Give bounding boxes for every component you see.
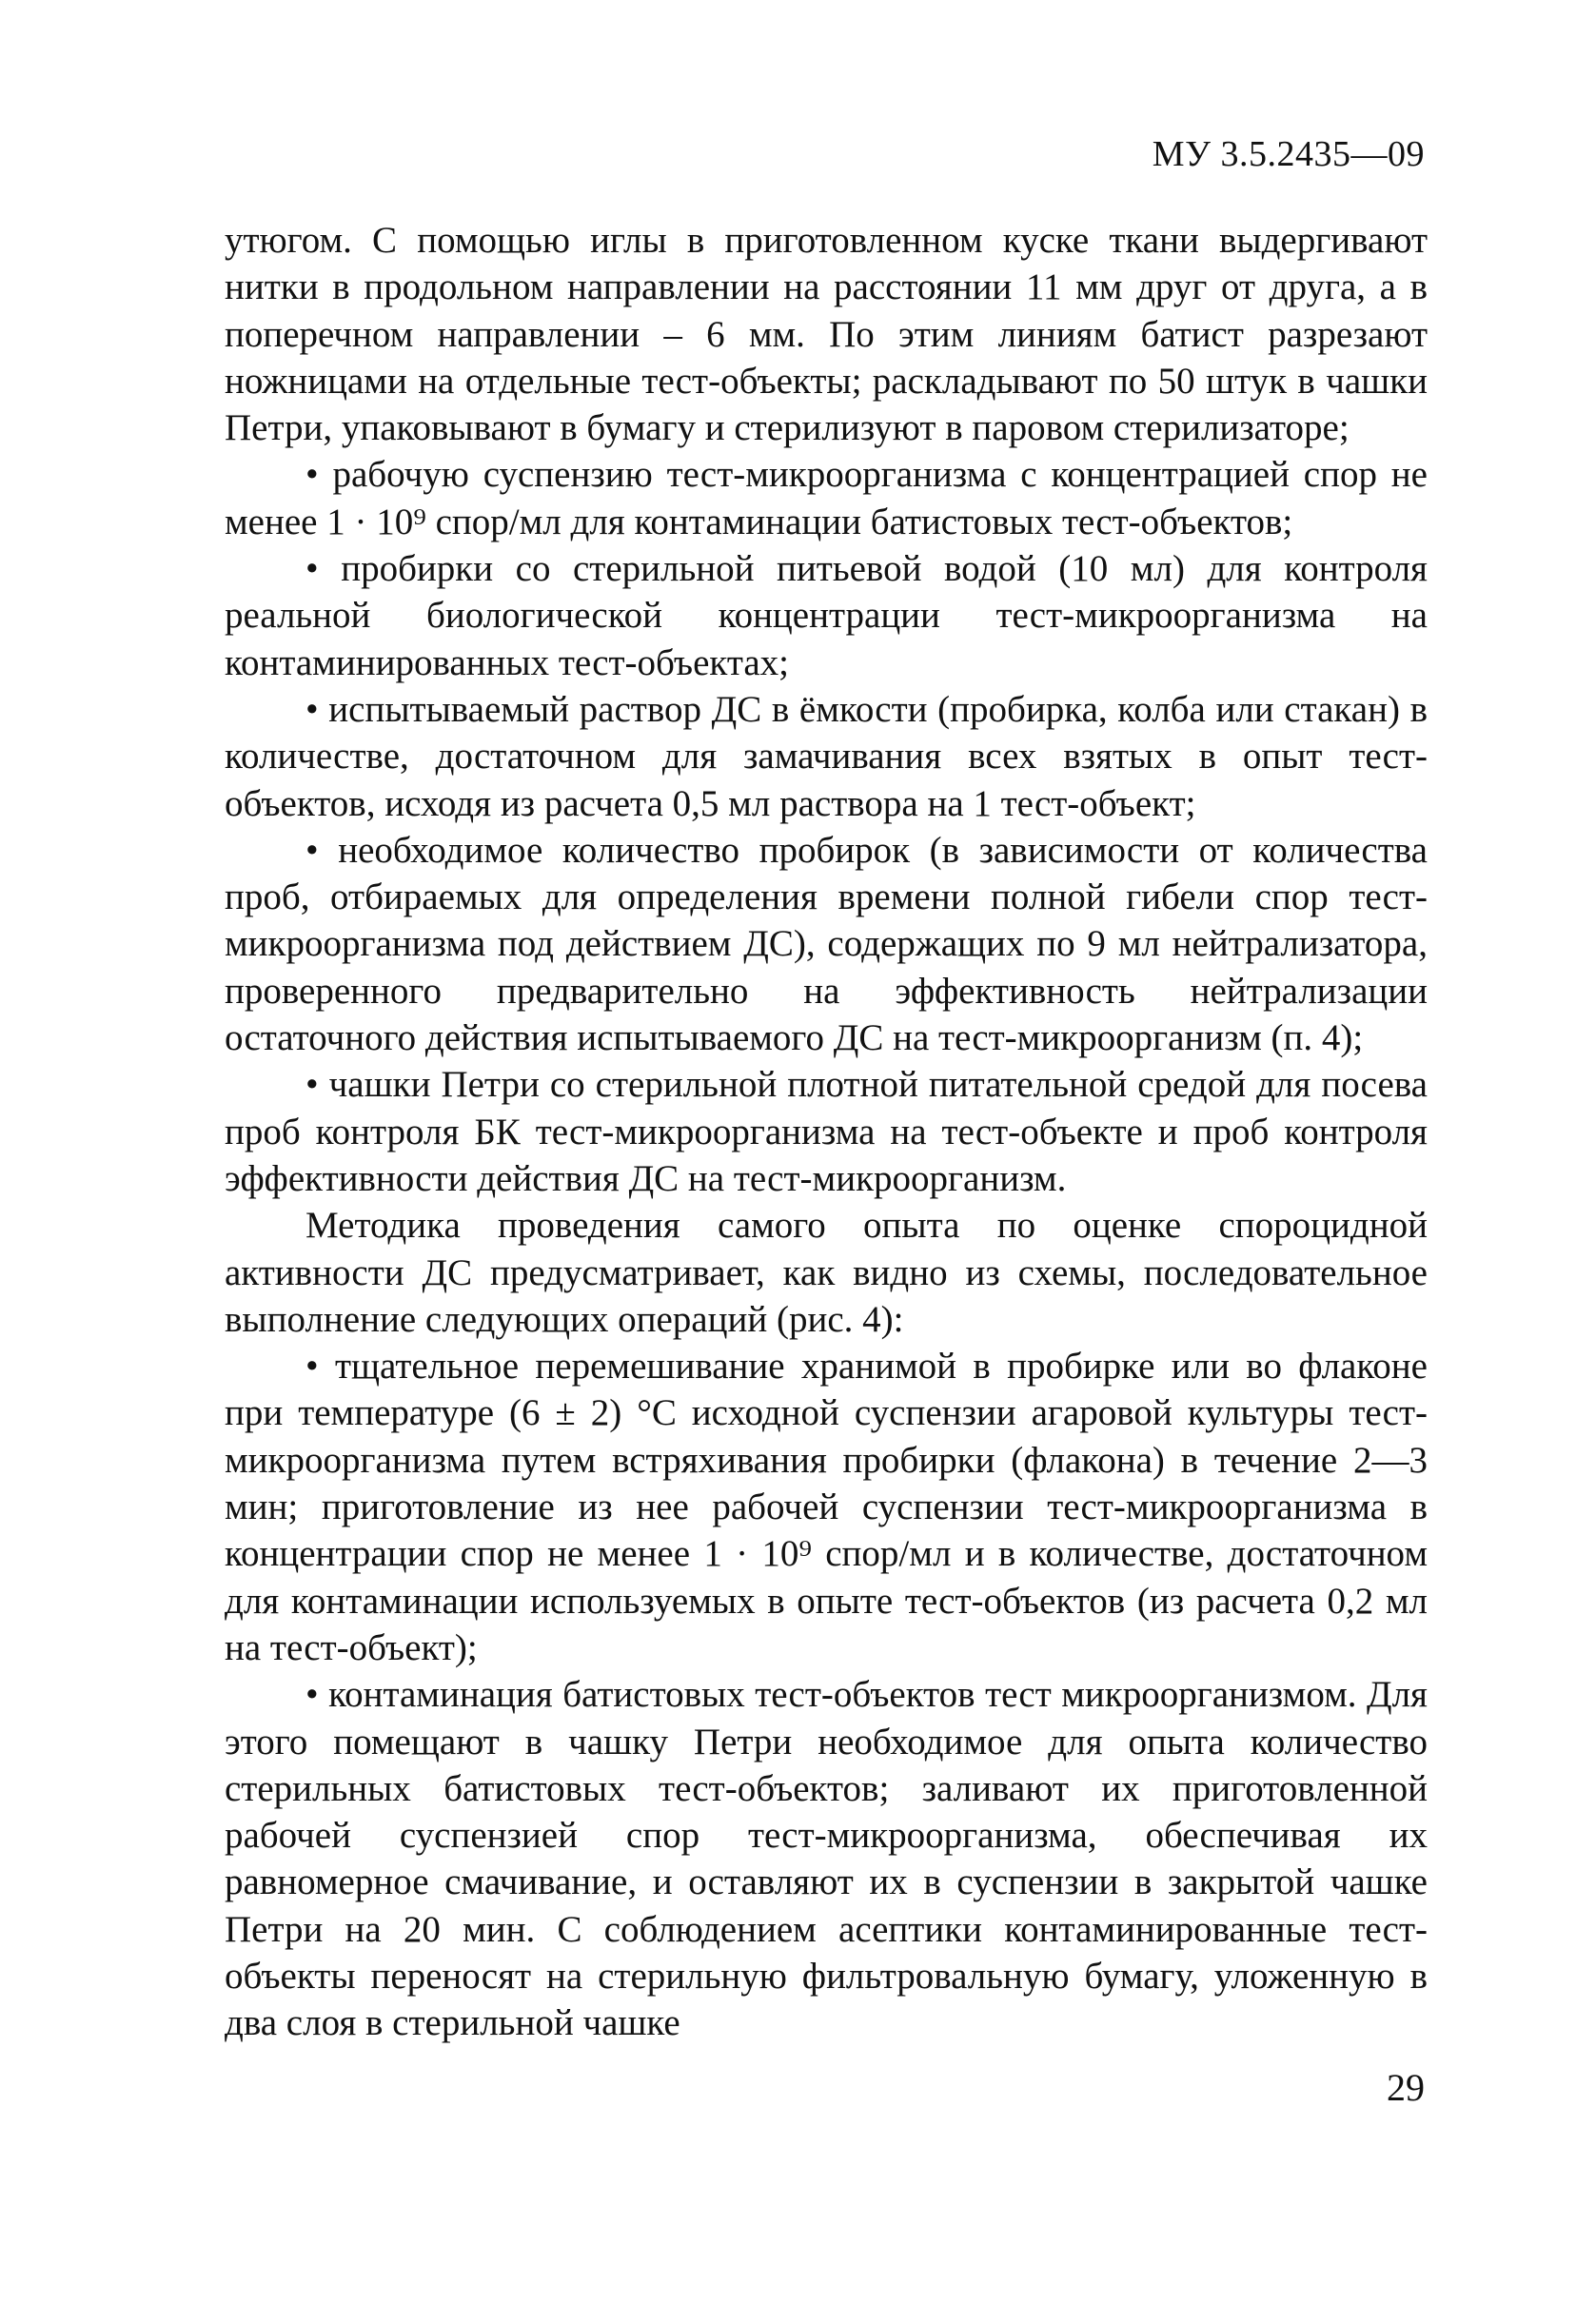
paragraph: утюгом. С помощью иглы в приготовленном куске ткани выдергивают нитки в продольном направлении на расстоянии 11 мм друг от друга, а в поперечном направлении – 6 мм. По этим линиям батист разрезают ножницами на отдельные тест-объекты; раскладывают по 50 штук в чашки Петри, упаковывают в бумагу и стерилизуют в паровом стерилизаторе; <box>225 220 1428 449</box>
bullet-item: • чашки Петри со стерильной плотной питательной средой для посева проб контроля БК тест-микроорганизма на тест-объекте и проб контроля эффективности действия ДС на тест-микроорганизм. <box>225 1064 1428 1199</box>
body-text <box>225 217 1428 2047</box>
page-number: 29 <box>1387 2066 1425 2109</box>
bullet-item: • пробирки со стерильной питьевой водой (10 мл) для контроля реальной биологической концентрации тест-микроорганизма на контаминированных тест-объектах; <box>225 548 1428 683</box>
bullet-item: • испытываемый раствор ДС в ёмкости (пробирка, колба или стакан) в количестве, достаточном для замачивания всех взятых в опыт тест-объектов, исходя из расчета 0,5 мл раствора на 1 тест-объект; <box>225 688 1428 824</box>
bullet-item: • тщательное перемешивание хранимой в пробирке или во флаконе при температуре (6 ± 2) °С исходной суспензии агаровой культуры тест-микроорганизма путем встряхивания пробирки (флакона) в течение 2—3 мин; приготовление из нее рабочей суспензии тест-микроорганизма в концентрации спор не менее 1 · 10⁹ спор/мл и в количестве, достаточном для контаминации используемых в опыте тест-объектов (из расчета 0,2 мл на тест-объект); <box>225 1346 1428 1668</box>
bullet-item: • контаминация батистовых тест-объектов тест микроорганизмом. Для этого помещают в чашку Петри необходимое для опыта количество стерильных батистовых тест-объектов; заливают их приготовленной рабочей суспензией спор тест-микроорганизма, обеспечивая их равномерное смачивание, и оставляют их в суспензии в закрытой чашке Петри на 20 мин. С соблюдением асептики контаминированные тест-объекты переносят на стерильную фильтровальную бумагу, уложенную в два слоя в стерильной чашке <box>225 1674 1428 2044</box>
bullet-item: • рабочую суспензию тест-микроорганизма с концентрацией спор не менее 1 · 10⁹ спор/мл для контаминации батистовых тест-объектов; <box>225 454 1428 542</box>
paragraph: Методика проведения самого опыта по оценке спороцидной активности ДС предусматривает, как видно из схемы, последовательное выполнение следующих операций (рис. 4): <box>225 1205 1428 1340</box>
bullet-item: • необходимое количество пробирок (в зависимости от количества проб, отбираемых для определения времени полной гибели спор тест-микроорганизма под действием ДС), содержащих по 9 мл нейтрализатора, проверенного предварительно на эффективность нейтрализации остаточного действия испытываемого ДС на тест-микроорганизм (п. 4); <box>225 829 1428 1059</box>
document-code-header: МУ 3.5.2435—09 <box>1152 134 1425 174</box>
